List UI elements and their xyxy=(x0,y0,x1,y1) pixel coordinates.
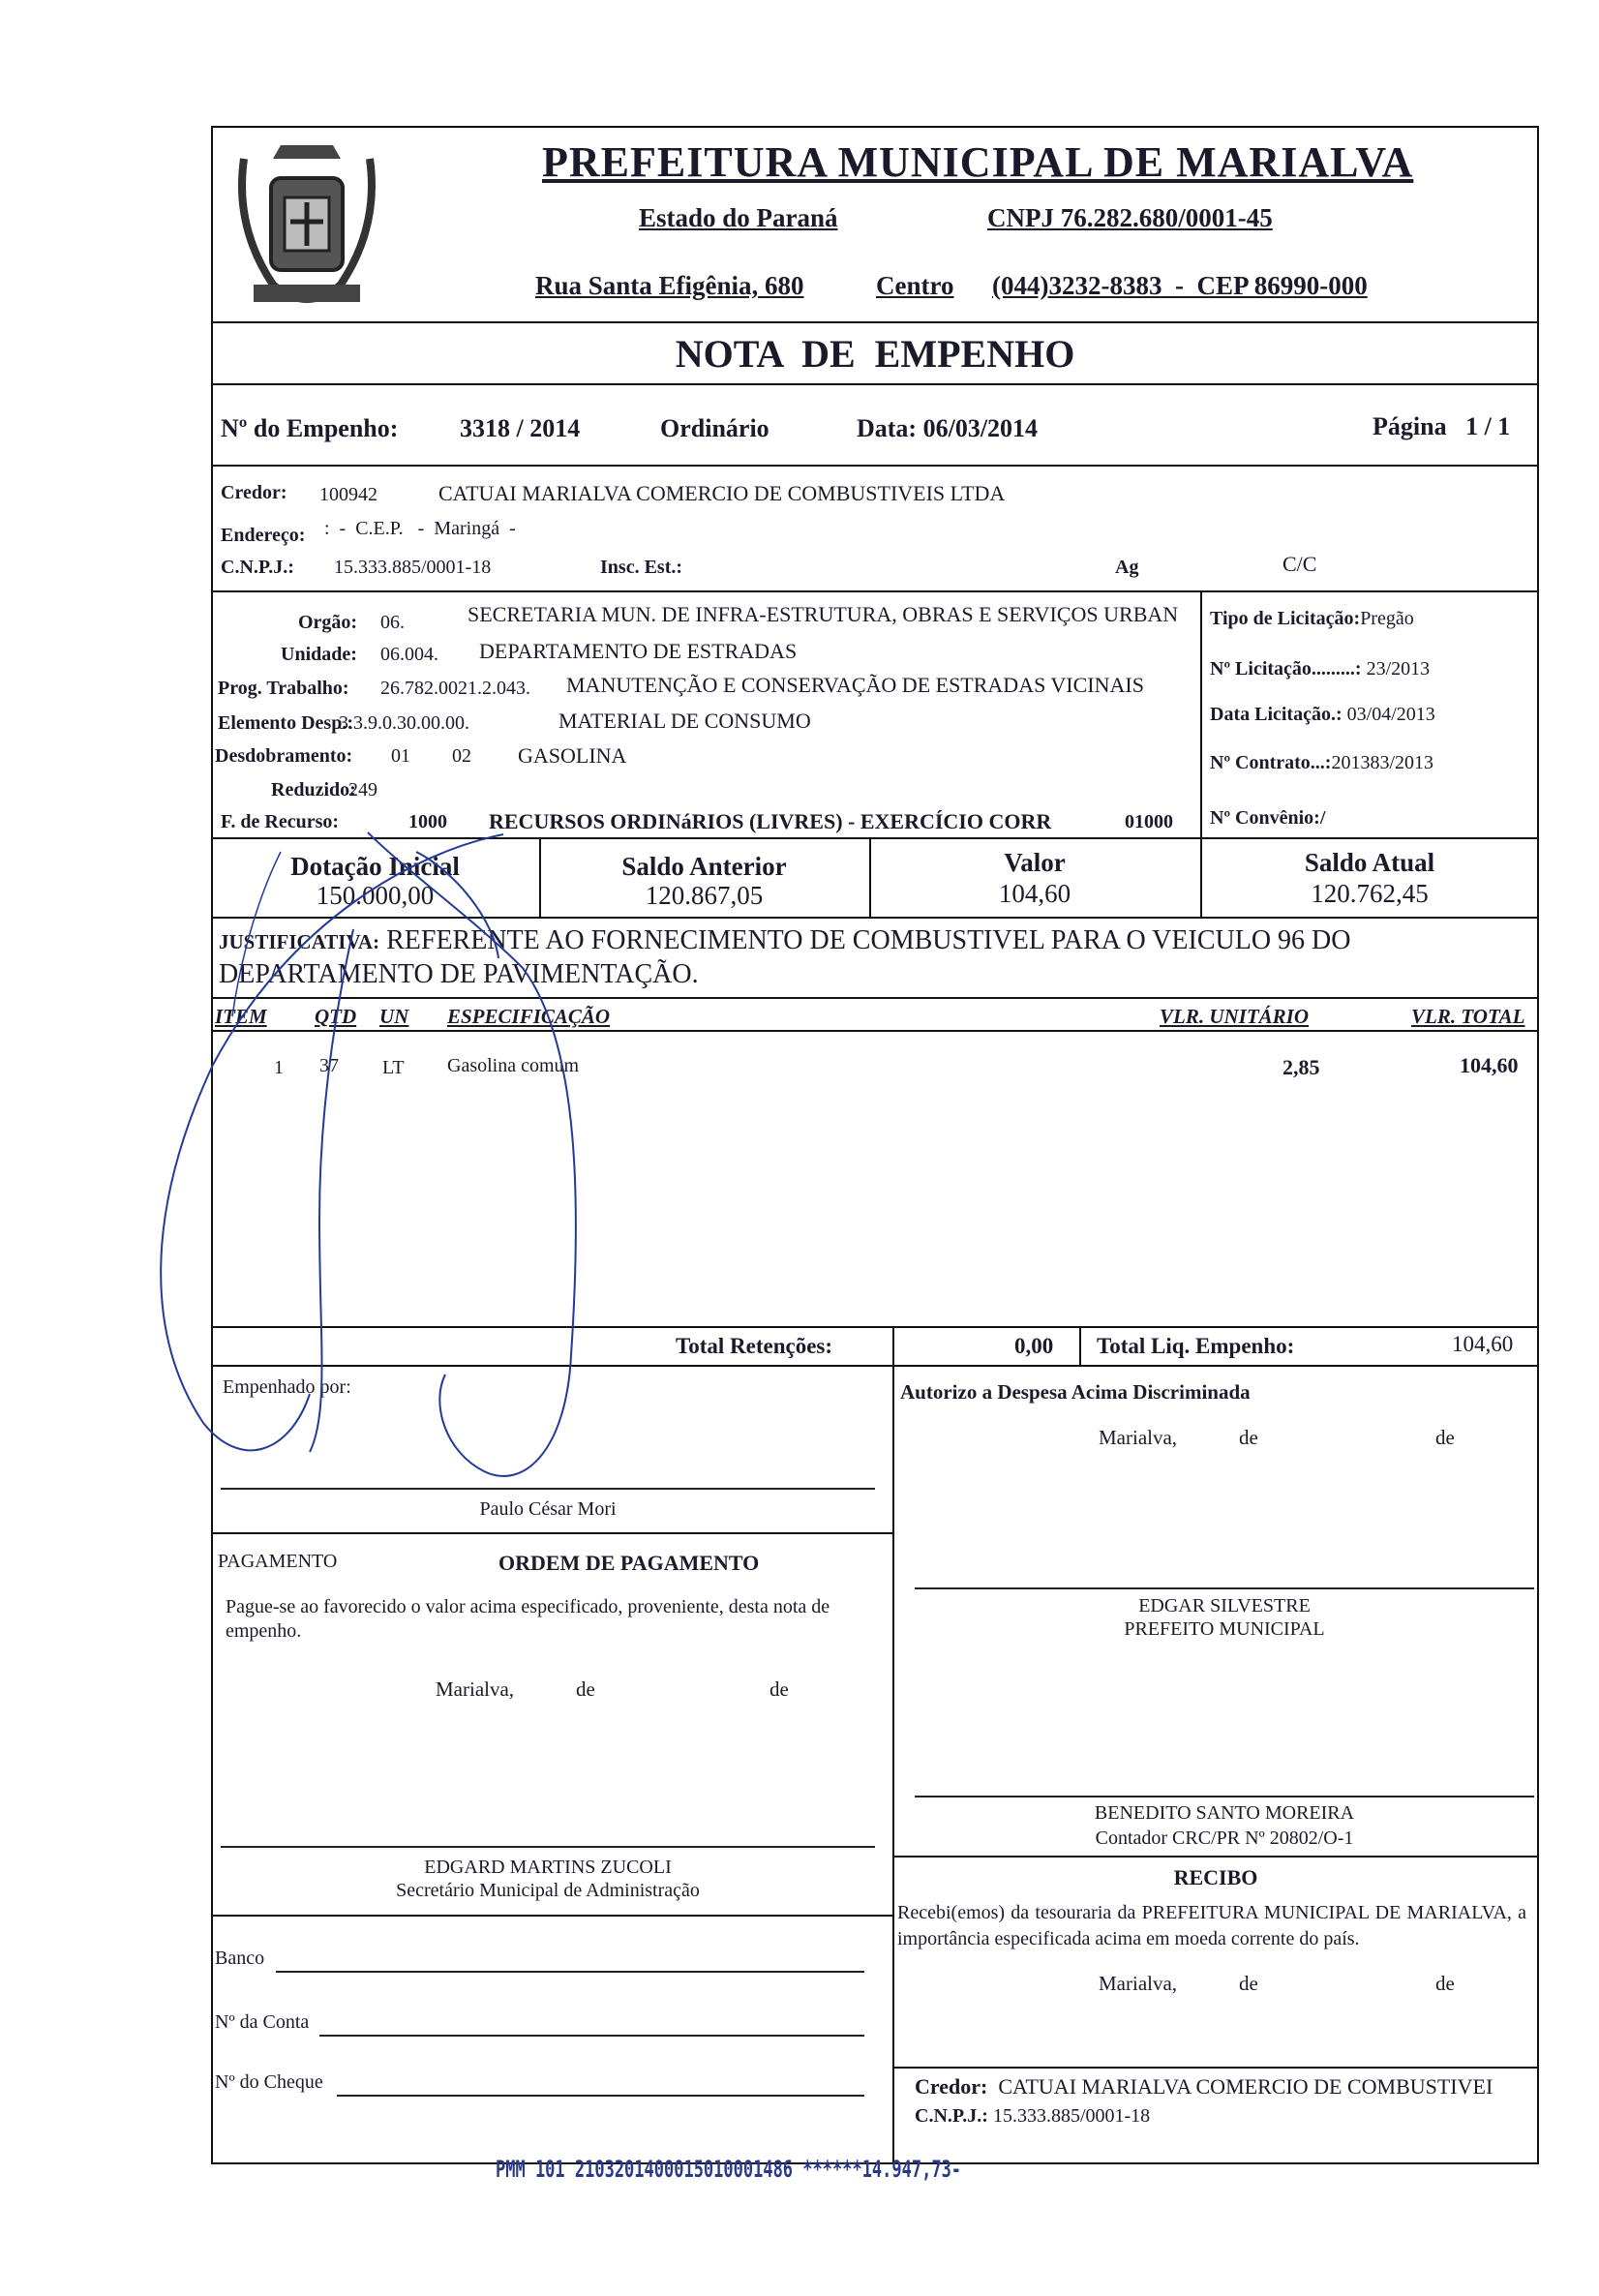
divider xyxy=(892,2067,1539,2069)
divider xyxy=(211,321,1539,323)
recibo-de2: de xyxy=(1435,1972,1455,1995)
empenho-type: Ordinário xyxy=(660,414,769,442)
divider xyxy=(211,1915,892,1917)
autorizo-de2: de xyxy=(1435,1426,1455,1449)
col-unit-price: VLR. UNITÁRIO xyxy=(1160,1005,1310,1028)
recurso-label: F. de Recurso: xyxy=(221,811,340,832)
recibo-title: RECIBO xyxy=(1173,1865,1258,1889)
pagamento-de2: de xyxy=(769,1677,789,1701)
address-label: Endereço: xyxy=(221,525,306,546)
reduzido-label: Reduzido: xyxy=(271,779,356,801)
signature-line xyxy=(915,1796,1534,1798)
col-qtd: QTD xyxy=(315,1005,357,1028)
empenhado-label: Empenhado por: xyxy=(223,1376,351,1398)
licitacao-tipo: Tipo de Licitação:Pregão xyxy=(1210,608,1414,629)
header-cnpj: CNPJ 76.282.680/0001-45 xyxy=(987,203,1273,232)
page-number: Página 1 / 1 xyxy=(1373,412,1511,440)
col-spec: ESPECIFICAÇÃO xyxy=(447,1005,611,1028)
divider xyxy=(211,465,1539,467)
divider xyxy=(1200,590,1202,837)
recibo-text: Recebi(emos) da tesouraria da PREFEITURA MUNICIPAL DE MARIALVA, a importância especificada acima em moeda corrente do país. xyxy=(897,1902,1526,1949)
autorizo-city: Marialva, xyxy=(1099,1426,1178,1449)
credor-name: CATUAI MARIALVA COMERCIO DE COMBUSTIVEIS LTDA xyxy=(438,481,1006,505)
divider xyxy=(211,590,1539,592)
banco-label: Banco xyxy=(215,1948,265,1969)
table-row-item: 1 xyxy=(274,1057,284,1078)
cheque-label: Nº do Cheque xyxy=(215,2071,323,2093)
divider xyxy=(211,383,1539,385)
divider xyxy=(211,1030,1539,1032)
licitacao-date: Data Licitação.: 03/04/2013 xyxy=(1210,704,1435,725)
state-label: Estado do Paraná xyxy=(639,203,838,232)
recibo-city: Marialva, xyxy=(1099,1972,1178,1995)
elemento-label: Elemento Desp.: xyxy=(218,712,353,734)
cheque-line xyxy=(337,2095,864,2097)
autorizo-de1: de xyxy=(1239,1426,1258,1449)
orgao-desc: SECRETARIA MUN. DE INFRA-ESTRUTURA, OBRAS E SERVIÇOS URBAN xyxy=(468,602,1179,626)
elemento-desc: MATERIAL DE CONSUMO xyxy=(558,709,811,733)
desdobramento-a: 01 xyxy=(391,745,410,767)
table-row-qtd: 37 xyxy=(319,1055,339,1076)
footer-credor: Credor: CATUAI MARIALVA COMERCIO DE COMBUSTIVEI xyxy=(915,2074,1493,2099)
retencoes-value: 0,00 xyxy=(1014,1334,1054,1358)
orgao-value: 06. xyxy=(380,612,405,633)
prog-desc: MANUTENÇÃO E CONSERVAÇÃO DE ESTRADAS VICINAIS xyxy=(566,673,1144,697)
divider xyxy=(892,1326,894,1365)
prog-value: 26.782.0021.2.043. xyxy=(380,678,530,699)
secretario-name: EDGARD MARTINS ZUCOLI xyxy=(424,1857,672,1878)
document-title: NOTA DE EMPENHO xyxy=(675,332,1075,376)
justificativa xyxy=(219,924,1516,991)
credor-label: Credor: xyxy=(221,482,287,503)
credor-code: 100942 xyxy=(319,484,377,505)
prefeito-name: EDGAR SILVESTRE xyxy=(1138,1595,1311,1616)
convenio-label: Nº Convênio:/ xyxy=(1210,807,1326,829)
valor-label: Valor xyxy=(1004,848,1066,877)
signature-line xyxy=(915,1587,1534,1589)
col-total: VLR. TOTAL xyxy=(1411,1005,1525,1028)
col-un: UN xyxy=(379,1005,409,1028)
footer-cnpj: C.N.P.J.: 15.333.885/0001-18 xyxy=(915,2105,1151,2127)
empenho-number: 3318 / 2014 xyxy=(460,414,581,442)
divider xyxy=(211,997,1539,999)
licitacao-number: Nº Licitação.........: 23/2013 xyxy=(1210,658,1431,680)
justificativa-line2: DEPARTAMENTO DE PAVIMENTAÇÃO. xyxy=(219,959,699,989)
divider xyxy=(211,1365,1539,1367)
elemento-value: 3.3.9.0.30.00.00. xyxy=(339,712,469,734)
orgao-label: Orgão: xyxy=(298,612,358,633)
cnpj-value: 15.333.885/0001-18 xyxy=(334,557,492,578)
pagamento-city: Marialva, xyxy=(436,1677,515,1701)
contract-number: Nº Contrato...:201383/2013 xyxy=(1210,752,1434,773)
divider xyxy=(211,1326,1539,1328)
contador-title: Contador CRC/PR Nº 20802/O-1 xyxy=(1095,1828,1354,1849)
signature-line xyxy=(221,1846,875,1848)
recurso-code: 01000 xyxy=(1125,811,1173,832)
unidade-desc: DEPARTAMENTO DE ESTRADAS xyxy=(479,639,798,663)
pagamento-text: Pague-se ao favorecido o valor acima especificado, proveniente, desta nota de empenho. xyxy=(226,1596,830,1642)
desdobramento-desc: GASOLINA xyxy=(518,743,627,768)
address-value: : - C.E.P. - Maringá - xyxy=(324,518,516,539)
unidade-value: 06.004. xyxy=(380,644,438,665)
saldo-atual-label: Saldo Atual xyxy=(1304,848,1435,877)
divider xyxy=(211,837,1539,839)
valor-value: 104,60 xyxy=(998,879,1071,908)
prog-label: Prog. Trabalho: xyxy=(218,678,349,699)
dotacao-label: Dotação Inicial xyxy=(290,852,460,881)
pagamento-label: PAGAMENTO xyxy=(218,1551,338,1572)
justificativa-label: JUSTIFICATIVA: xyxy=(219,930,380,953)
saldo-anterior-label: Saldo Anterior xyxy=(621,852,787,881)
total-liq-value: 104,60 xyxy=(1452,1332,1514,1356)
ordem-label: ORDEM DE PAGAMENTO xyxy=(498,1551,760,1575)
authentication-stamp: PMM 101 2103201400015010001486 ******14.947,73- xyxy=(496,2157,962,2184)
divider xyxy=(211,1532,892,1534)
recibo-de1: de xyxy=(1239,1972,1258,1995)
header-district: Centro xyxy=(876,271,954,300)
insc-est-label: Insc. Est.: xyxy=(600,557,683,578)
dotacao-value: 150.000,00 xyxy=(316,881,435,910)
table-row-total: 104,60 xyxy=(1460,1053,1519,1077)
agency-label: Ag xyxy=(1115,557,1139,578)
table-row-un: LT xyxy=(382,1057,405,1078)
empenho-date: Data: 06/03/2014 xyxy=(857,414,1039,442)
reduzido-value: 249 xyxy=(348,779,377,801)
conta-label: Nº da Conta xyxy=(215,2011,310,2033)
empenho-label: Nº do Empenho: xyxy=(221,414,399,442)
total-liq-label: Total Liq. Empenho: xyxy=(1097,1334,1295,1358)
header-phone-cep: (044)3232-8383 - CEP 86990-000 xyxy=(992,271,1368,300)
autorizo-label: Autorizo a Despesa Acima Discriminada xyxy=(900,1380,1251,1404)
account-label: C/C xyxy=(1282,552,1317,576)
table-row-unit: 2,85 xyxy=(1282,1055,1320,1079)
divider xyxy=(892,1856,1539,1858)
secretario-title: Secretário Municipal de Administração xyxy=(396,1880,700,1901)
contador-name: BENEDITO SANTO MOREIRA xyxy=(1094,1802,1355,1824)
justificativa-line1: REFERENTE AO FORNECIMENTO DE COMBUSTIVEL PARA O VEICULO 96 DO xyxy=(386,925,1351,955)
col-item: ITEM xyxy=(215,1005,267,1028)
empenhado-name: Paulo César Mori xyxy=(479,1498,617,1520)
divider xyxy=(211,917,1539,919)
cnpj-label: C.N.P.J.: xyxy=(221,557,294,578)
signature-line xyxy=(221,1488,875,1490)
table-row-spec: Gasolina comum xyxy=(447,1055,580,1076)
coat-of-arms-icon xyxy=(215,130,399,323)
retencoes-label: Total Retenções: xyxy=(676,1334,833,1358)
desdobramento-label: Desdobramento: xyxy=(215,745,353,767)
pagamento-de1: de xyxy=(576,1677,595,1701)
desdobramento-b: 02 xyxy=(452,745,471,767)
saldo-atual-value: 120.762,45 xyxy=(1311,879,1429,908)
conta-line xyxy=(319,2035,864,2037)
unidade-label: Unidade: xyxy=(281,644,357,665)
header-address: Rua Santa Efigênia, 680 xyxy=(535,271,804,300)
banco-line xyxy=(276,1971,864,1973)
prefeito-title: PREFEITO MUNICIPAL xyxy=(1124,1618,1325,1640)
saldo-anterior-value: 120.867,05 xyxy=(645,881,764,910)
municipality-title: PREFEITURA MUNICIPAL DE MARIALVA xyxy=(542,138,1414,186)
divider xyxy=(892,1365,894,2164)
recurso-desc: RECURSOS ORDINáRIOS (LIVRES) - EXERCÍCIO CORR xyxy=(489,809,1052,833)
divider xyxy=(1079,1326,1081,1365)
recurso-value: 1000 xyxy=(408,811,447,832)
